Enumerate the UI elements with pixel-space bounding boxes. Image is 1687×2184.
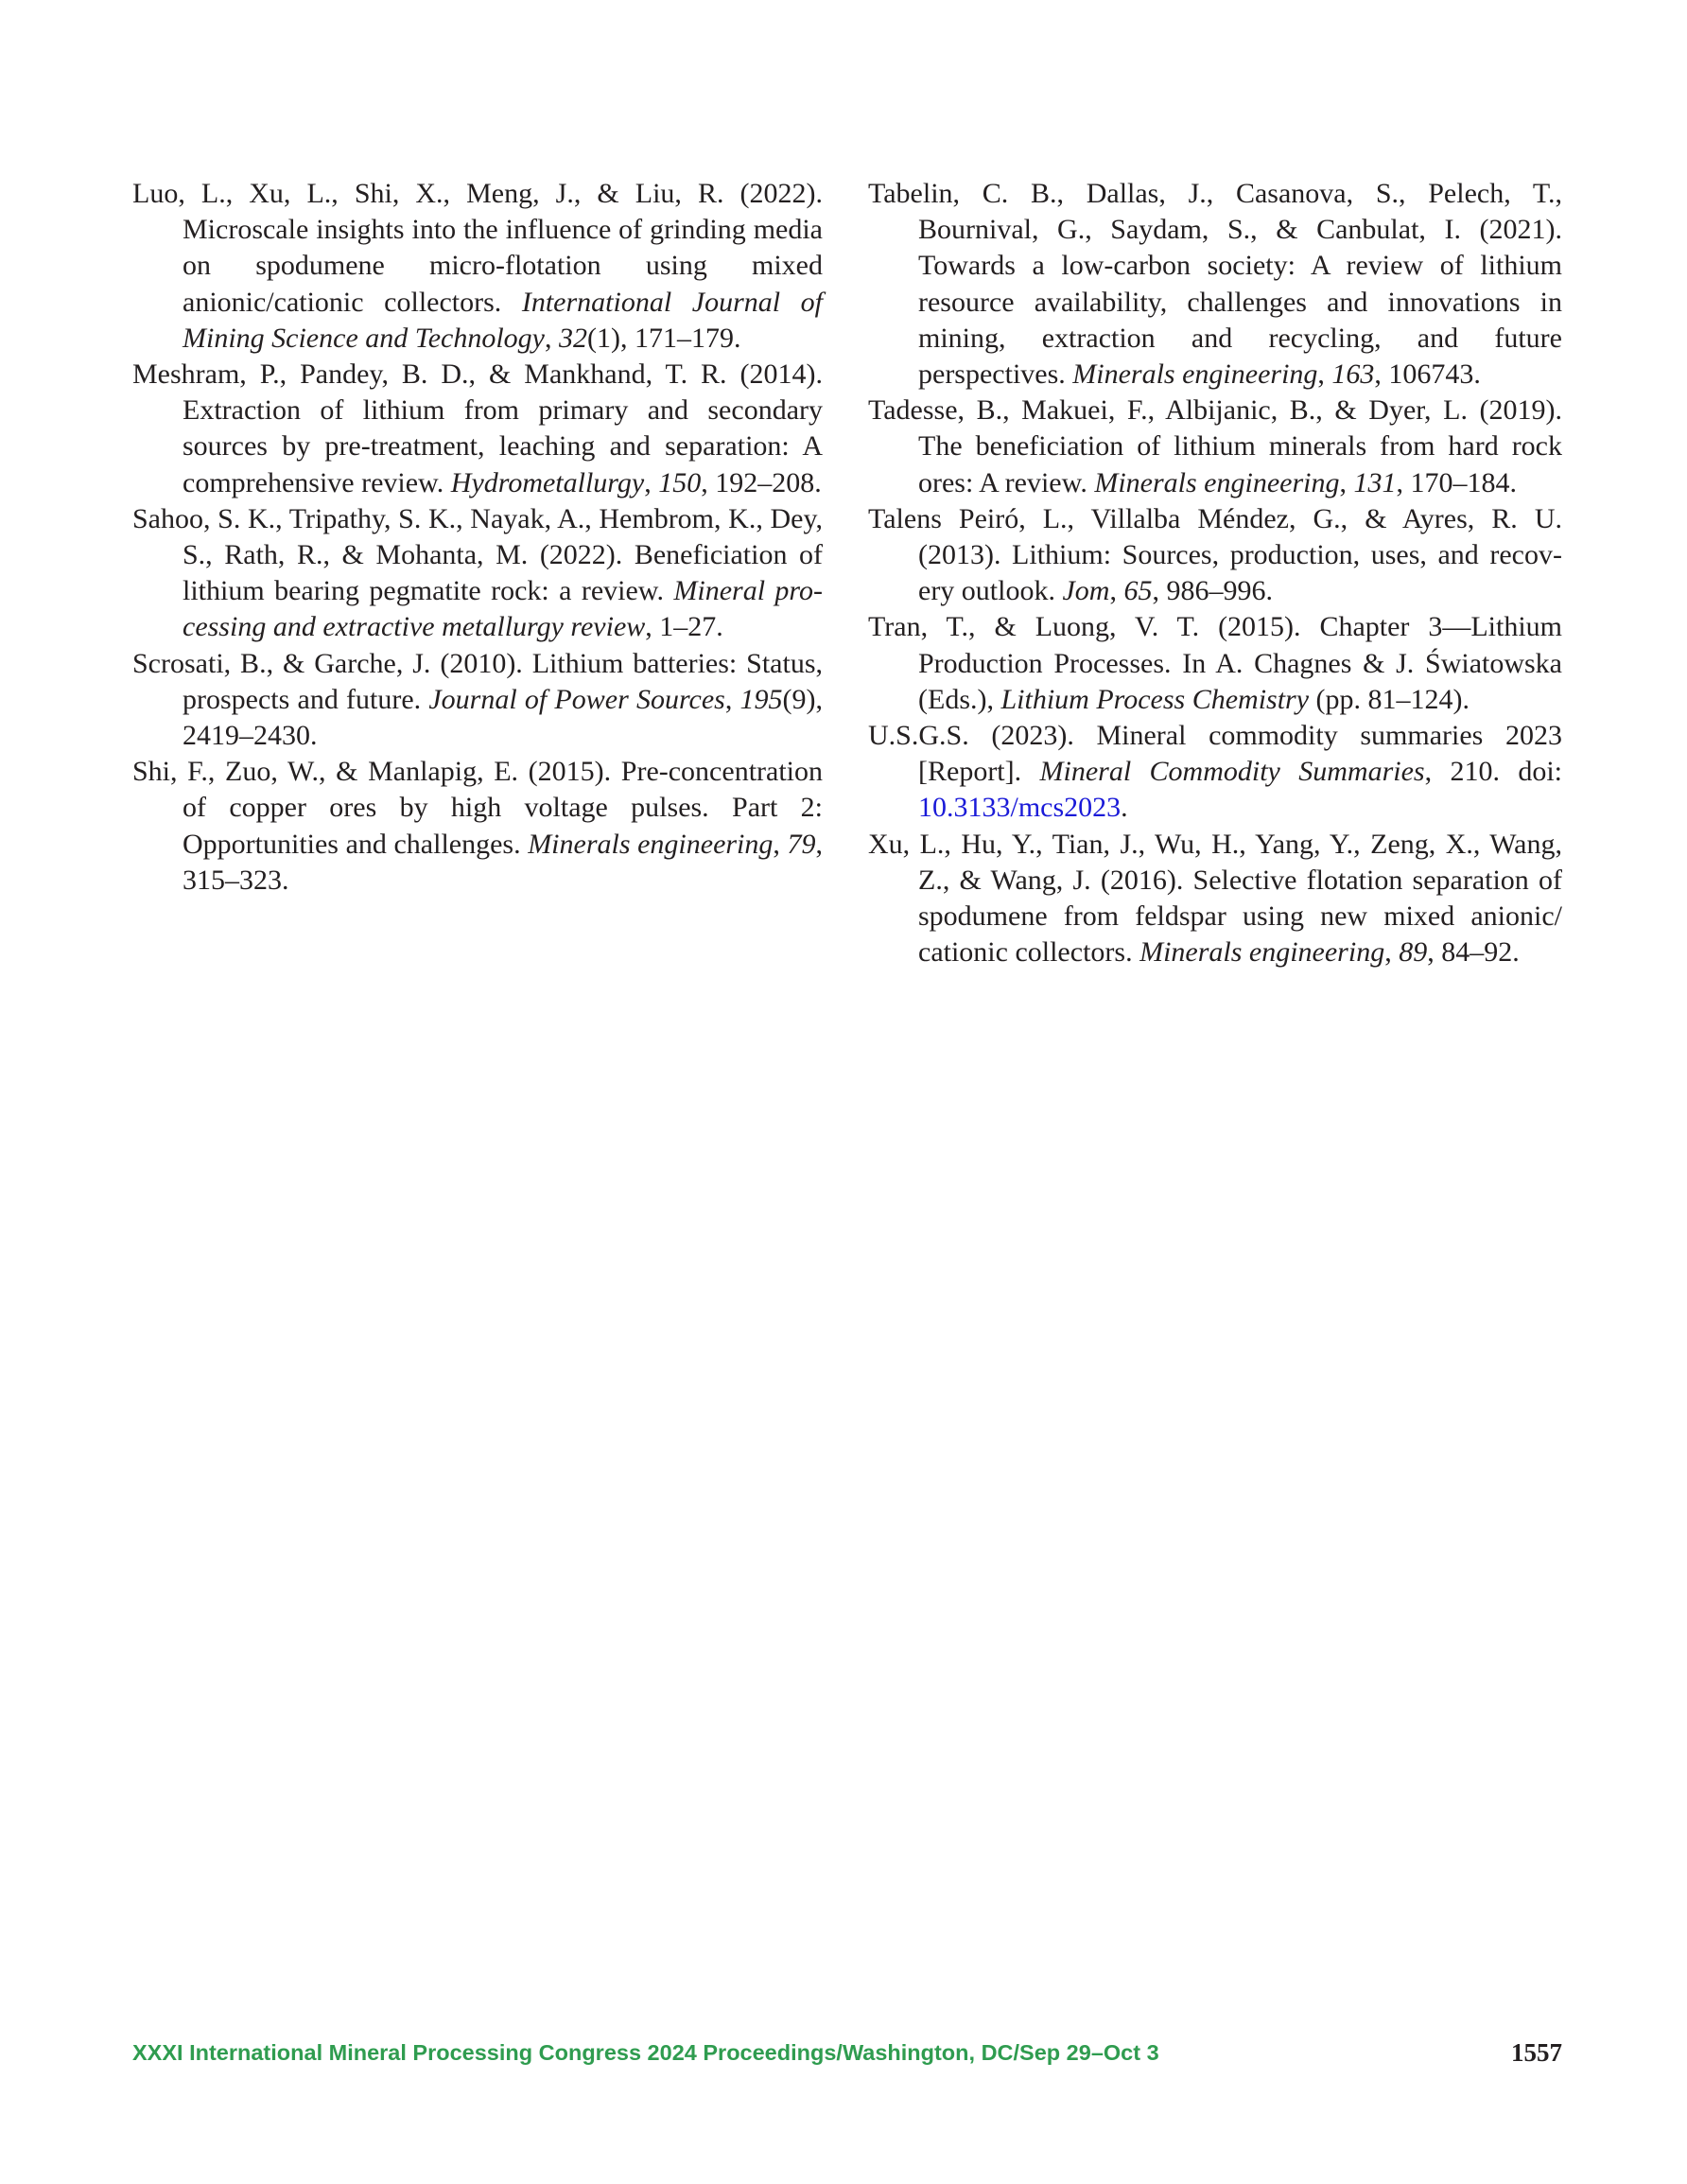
reference-text: Tabelin, C. B., Dallas, J., Casanova, S., Pelech, T., Bournival, G., Saydam, S., & Canbulat, I. (2021). Towards a low-carbon society: A review of lithium resource availability, challenges and innovations in mining, extraction and recycling, and future perspectives. (868, 178, 1562, 391)
reference-italic-text: 163 (1331, 358, 1375, 391)
reference-italic-text: Minerals engineering (528, 828, 774, 860)
reference-text: Shi, F., Zuo, W., & Manlapig, E. (2015). Pre-concentration of copper ores by high voltage pulses. Part 2: Opportunities and challenges. (132, 756, 823, 860)
reference-text: (pp. 81–124). (1309, 683, 1470, 715)
reference-text: , (1339, 466, 1354, 498)
reference-text: Talens Peiró, L., Villalba Méndez, G., & Ayres, R. U. (2013). Lithium: Sources, production, uses, and recovery outlook. (868, 502, 1562, 607)
reference-text: , 106743. (1374, 358, 1481, 391)
reference-text: Luo, L., Xu, L., Shi, X., Meng, J., & Liu, R. (2022). Microscale insights into the influence of grinding media on spodumene micro-flotation using mixed anionic/cationic collectors. (132, 178, 823, 318)
reference-italic-text: Hydrometallurgy (450, 466, 645, 498)
reference-entry (868, 609, 1562, 718)
reference-italic-text: Lithium Process Chemistry (1000, 683, 1310, 715)
reference-italic-text: 89 (1399, 936, 1428, 969)
reference-italic-text: Jom (1062, 575, 1110, 607)
reference-entry (868, 827, 1562, 971)
reference-text: , (544, 322, 559, 354)
reference-italic-text: Mineral Commodity Summaries (1039, 756, 1425, 788)
reference-text: , (1317, 358, 1332, 391)
reference-text: , 170–184. (1396, 466, 1517, 498)
reference-italic-text: 32 (558, 322, 587, 354)
reference-entry (132, 646, 823, 755)
reference-text: Sahoo, S. K., Tripathy, S. K., Nayak, A., Hembrom, K., Dey, S., Rath, R., & Mohanta, M. (2022). Beneficiation of lithium bearing pegmatite rock: a review. (132, 502, 823, 607)
reference-text: Xu, L., Hu, Y., Tian, J., Wu, H., Yang, Y., Zeng, X., Wang, Z., & Wang, J. (2016). Selective flotation separation of spodumene from feldspar using new mixed anionic/​cationic collectors. (868, 828, 1562, 969)
reference-entry (868, 393, 1562, 501)
reference-italic-text: 65 (1123, 575, 1153, 607)
footer-proceedings-title: XXXI International Mineral Processing Congress 2024 Proceedings/Washington, DC/Sep 29–Oct 3 (132, 2040, 1159, 2065)
reference-text: , 1–27. (645, 611, 723, 643)
reference-text: (1), 171–179. (586, 322, 741, 354)
reference-text: (9), 2419–2430. (183, 683, 823, 752)
reference-text: , 210. doi: (1424, 756, 1562, 788)
reference-column-right (868, 176, 1562, 970)
reference-entry (132, 176, 823, 357)
reference-text: U.S.G.S. (2023). Mineral commodity summaries 2023 [Report]. (868, 720, 1562, 788)
reference-italic-text: Minerals engineering (1094, 466, 1340, 498)
reference-text: , (773, 828, 788, 860)
reference-italic-text: Mineral processing and extractive metallurgy review (183, 575, 823, 643)
page-number: 1557 (1511, 2038, 1562, 2067)
reference-text: , (1384, 936, 1400, 969)
page-footer (132, 2035, 1562, 2073)
reference-italic-text: 131 (1353, 466, 1397, 498)
reference-italic-text: International Journal of Mining Science and Technology (183, 286, 823, 354)
reference-entry (132, 357, 823, 501)
reference-entry (868, 176, 1562, 393)
reference-text: Meshram, P., Pandey, B. D., & Mankhand, T. R. (2014). Extraction of lithium from primary and secondary sources by pre-treatment, leaching and separation: A comprehensive review. (132, 358, 823, 498)
reference-text: , 986–996. (1152, 575, 1273, 607)
reference-text: Tran, T., & Luong, V. T. (2015). Chapter 3—Lithium Production Processes. In A. Chagnes & J. Światowska (Eds.), (868, 611, 1562, 715)
reference-italic-text: 195 (739, 683, 783, 715)
reference-italic-text: Minerals engineering (1139, 936, 1385, 969)
reference-text: , 192–208. (701, 466, 822, 498)
reference-italic-text: Journal of Power Sources (428, 683, 725, 715)
reference-text: , (644, 466, 659, 498)
reference-italic-text: Minerals engineering (1072, 358, 1318, 391)
reference-entry (868, 718, 1562, 827)
reference-entry (132, 501, 823, 646)
reference-text: Tadesse, B., Makuei, F., Albijanic, B., & Dyer, L. (2019). The beneficiation of lithium minerals from hard rock ores: A review. (868, 394, 1562, 498)
reference-text: , (1109, 575, 1124, 607)
reference-text: , 84–92. (1427, 936, 1520, 969)
reference-text: , 315–323. (183, 828, 823, 896)
reference-entry (132, 754, 823, 899)
reference-text: . (1121, 792, 1128, 824)
reference-text: , (724, 683, 740, 715)
doi-link[interactable]: 10.3133/mcs2023 (918, 792, 1122, 824)
reference-text: Scrosati, B., & Garche, J. (2010). Lithium batteries: Status, prospects and future. (132, 647, 823, 715)
reference-column-left (132, 176, 823, 899)
reference-italic-text: 150 (658, 466, 702, 498)
reference-italic-text: 79 (787, 828, 816, 860)
reference-entry (868, 501, 1562, 610)
